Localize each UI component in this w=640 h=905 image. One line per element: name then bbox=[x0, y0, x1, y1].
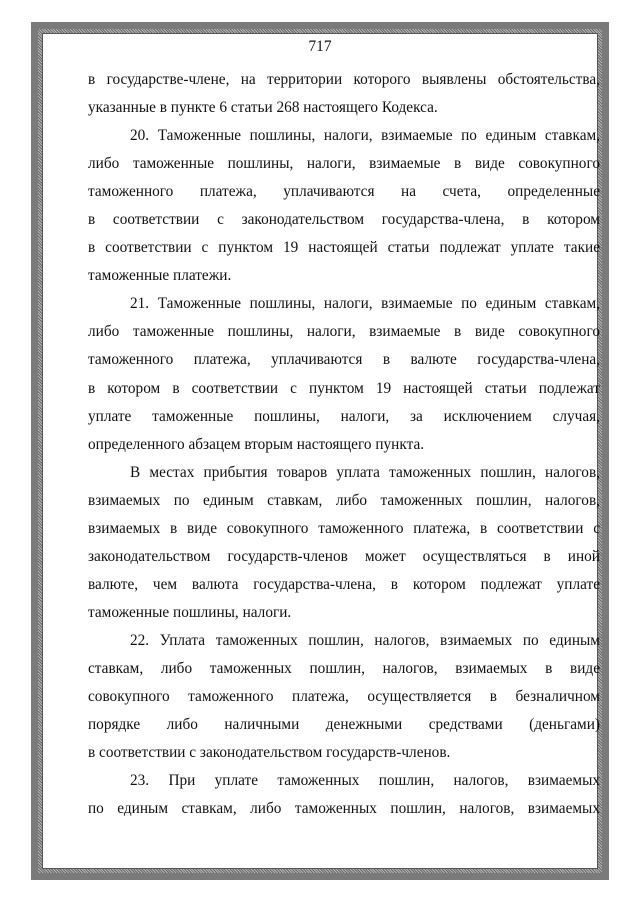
text-line: 20. Таможенные пошлины, налоги, взимаемые по единым ставкам, bbox=[130, 127, 600, 145]
text-line: в соответствии с законодательством государства-члена, в котором bbox=[88, 211, 600, 229]
text-line: определенного абзацем вторым настоящего пункта. bbox=[88, 435, 425, 453]
text-line: таможенного платежа, уплачиваются в валюте государства-члена, bbox=[88, 351, 600, 369]
text-line: взимаемых по единым ставкам, либо таможенных пошлин, налогов, bbox=[88, 491, 600, 509]
text-line: указанные в пункте 6 статьи 268 настоящего Кодекса. bbox=[88, 99, 438, 117]
document-page bbox=[88, 36, 600, 823]
text-line: взимаемых в виде совокупного таможенного платежа, в соответствии с bbox=[88, 519, 600, 537]
text-line: в соответствии с пунктом 19 настоящей статьи подлежат уплате такие bbox=[88, 239, 600, 257]
text-line: законодательством государств-членов может осуществляться в иной bbox=[88, 547, 600, 565]
paragraph bbox=[88, 459, 600, 627]
text-line: совокупного таможенного платежа, осуществляется в безналичном bbox=[88, 688, 600, 706]
text-line: таможенные платежи. bbox=[88, 267, 232, 285]
paragraph bbox=[88, 627, 600, 767]
text-line: либо таможенные пошлины, налоги, взимаемые в виде совокупного bbox=[88, 323, 600, 341]
text-line: в государстве-члене, на территории которого выявлены обстоятельства, bbox=[88, 71, 600, 88]
text-line: ставкам, либо таможенных пошлин, налогов, взимаемых в виде bbox=[88, 659, 600, 677]
paragraph bbox=[88, 66, 600, 122]
text-line: 21. Таможенные пошлины, налоги, взимаемые по единым ставкам, bbox=[130, 295, 600, 313]
paragraph bbox=[88, 122, 600, 290]
paragraph bbox=[88, 290, 600, 458]
text-line: В местах прибытия товаров уплата таможенных пошлин, налогов, bbox=[130, 463, 600, 481]
paragraph bbox=[88, 767, 600, 823]
text-line: в соответствии с законодательством государств-членов. bbox=[88, 744, 451, 762]
text-line: 23. При уплате таможенных пошлин, налогов, взимаемых bbox=[130, 772, 600, 790]
text-line: валюте, чем валюта государства-члена, в котором подлежат уплате bbox=[88, 575, 600, 593]
text-line: либо таможенные пошлины, налоги, взимаемые в виде совокупного bbox=[88, 155, 600, 173]
text-line: уплате таможенные пошлины, налоги, за исключением случая, bbox=[88, 407, 600, 425]
text-line: по единым ставкам, либо таможенных пошлин, налогов, взимаемых bbox=[88, 800, 600, 818]
text-line: в котором в соответствии с пунктом 19 настоящей статьи подлежат bbox=[88, 379, 600, 397]
text-line: таможенного платежа, уплачиваются на счета, определенные bbox=[88, 183, 600, 201]
text-line: 22. Уплата таможенных пошлин, налогов, взимаемых по единым bbox=[130, 631, 600, 649]
text-line: таможенные пошлины, налоги. bbox=[88, 603, 292, 621]
page-number: 717 bbox=[308, 38, 332, 55]
document-body bbox=[88, 66, 600, 823]
text-line: порядке либо наличными денежными средствами (деньгами) bbox=[88, 716, 600, 734]
